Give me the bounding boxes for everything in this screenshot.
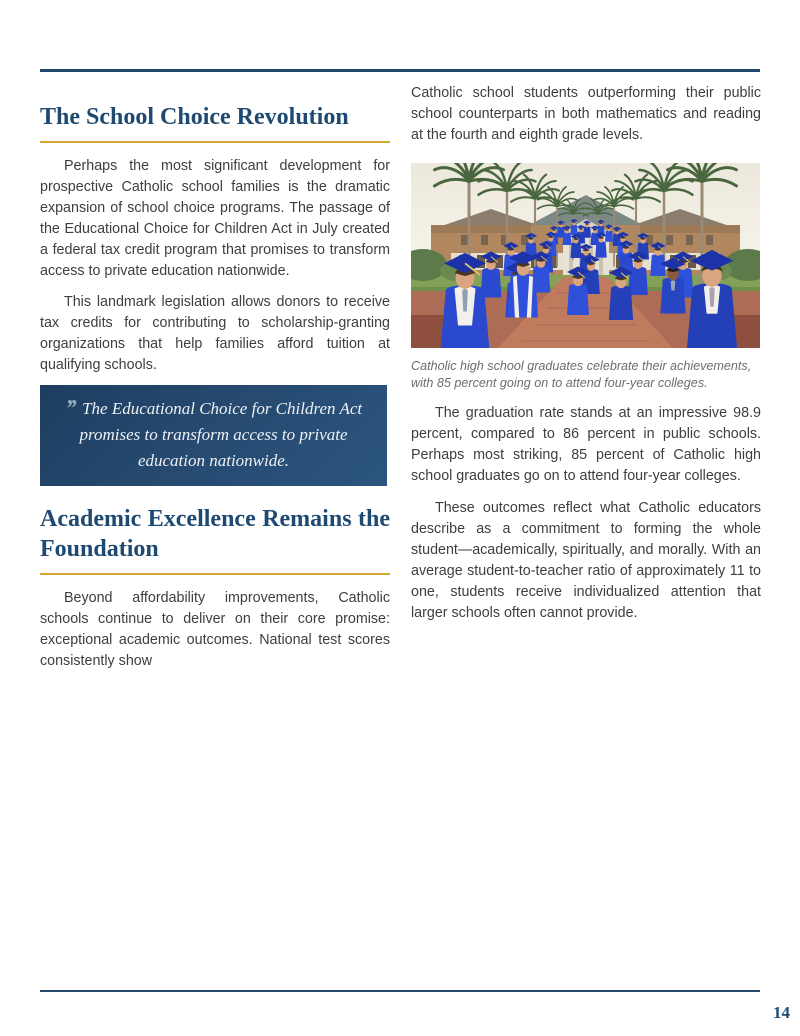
paragraph: Beyond affordability improvements, Catholic schools continue to deliver on their core promise: exceptional academic outcomes. National test scores consistently show: [40, 590, 390, 670]
pull-quote-copy: The Educational Choice for Children Act promises to transform access to private education nationwide.: [79, 398, 363, 470]
photo-caption: Catholic high school graduates celebrate their achievements, with 85 percent going on to attend four-year colleges.: [411, 359, 752, 390]
heading-school-choice-revolution: The School Choice Revolution: [40, 102, 390, 143]
heading-academic-excellence: Academic Excellence Remains the Foundation: [40, 504, 390, 575]
paragraph: Catholic school students outperforming their public school counterparts in both mathematics and reading at the fourth and eighth grade levels.: [411, 85, 761, 143]
paragraph: This landmark legislation allows donors to receive tax credits for contributing to scholarship-granting organizations that help families afford tuition at qualifying schools.: [40, 293, 390, 373]
paragraph: The graduation rate stands at an impressive 98.9 percent, compared to 86 percent in public schools. Perhaps most striking, 85 percent of Catholic high school graduates go on to attend four-year colleges.: [411, 405, 761, 484]
footer-rule: [40, 990, 760, 992]
page-number: 14: [773, 1003, 790, 1022]
left-column: [40, 72, 390, 672]
paragraph: Perhaps the most significant development for prospective Catholic school families is the dramatic expansion of school choice programs. The passage of the Educational Choice for Children Act in July created a federal tax credit program that promises to transform access to private education nationwide.: [40, 157, 390, 279]
pull-quote-box: [40, 385, 387, 486]
quote-mark-icon: ’’: [64, 395, 76, 422]
right-column: [411, 72, 761, 624]
graduation-photo: [411, 163, 760, 348]
paragraph: These outcomes reflect what Catholic educators describe as a commitment to forming the whole student—academically, spiritually, and morally. With an average student-to-teacher ratio of approximately 11 to one, students receive individualized attention that larger schools often cannot provide.: [411, 500, 761, 621]
pull-quote-text: [60, 396, 367, 474]
